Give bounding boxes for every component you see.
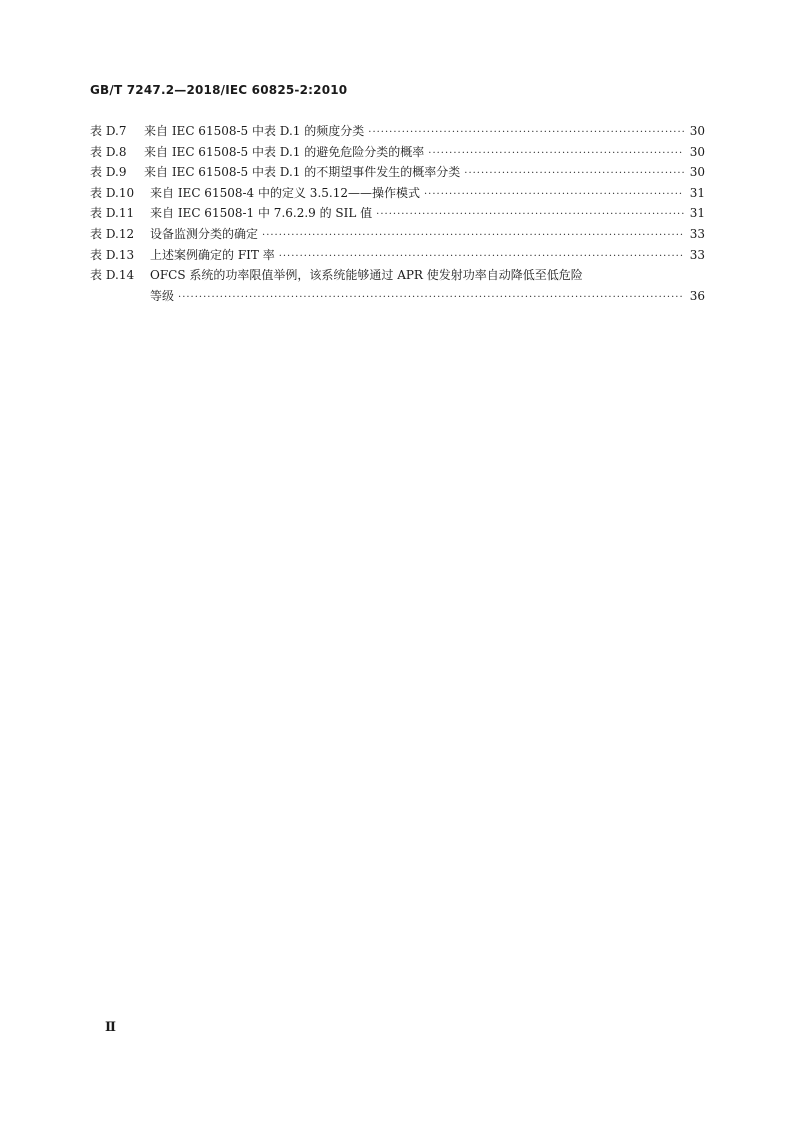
toc-entry-title: 来自 IEC 61508-5 中表 D.1 的避免危险分类的概率: [144, 144, 425, 159]
standard-code-header: GB/T 7247.2—2018/IEC 60825-2:2010: [90, 83, 348, 97]
toc-entry[interactable]: [90, 142, 705, 163]
toc-entry-title: 设备监测分类的确定: [150, 226, 259, 241]
toc-entry-label: 表 D.9: [90, 165, 127, 180]
toc-entry-label: 表 D.14: [90, 268, 135, 283]
toc-entry-page: 30: [689, 165, 705, 180]
toc-entry[interactable]: [90, 265, 705, 306]
toc-entry-page: 31: [689, 206, 705, 221]
toc-entry-title: 来自 IEC 61508-5 中表 D.1 的不期望事件发生的概率分类: [144, 165, 461, 180]
toc-entry-title: 来自 IEC 61508-4 中的定义 3.5.12——操作模式: [150, 185, 420, 200]
toc-dot-leader: [178, 288, 684, 309]
toc-entry-title: OFCS 系统的功率限值举例，该系统能够通过 APR 使发射功率自动降低至低危险: [150, 268, 583, 283]
toc-entry-page: 33: [689, 226, 705, 241]
toc-entry-label: 表 D.13: [90, 247, 135, 262]
toc-entry-title: 来自 IEC 61508-1 中 7.6.2.9 的 SIL 值: [150, 206, 373, 221]
toc-entry-label: 表 D.10: [90, 185, 135, 200]
toc-dot-leader: [368, 123, 683, 144]
toc-dot-leader: [376, 205, 684, 226]
toc-entry-label: 表 D.7: [90, 124, 127, 138]
toc-entry[interactable]: [90, 183, 705, 204]
toc-entry-page: 33: [689, 247, 705, 262]
toc-entry-label: 表 D.8: [90, 144, 127, 159]
toc-entry-title: 上述案例确定的 FIT 率: [150, 247, 275, 262]
toc-dot-leader: [428, 144, 683, 165]
toc-entry[interactable]: [90, 162, 705, 183]
toc-entry-title-continuation: 等级: [150, 288, 175, 303]
toc-entry[interactable]: [90, 203, 705, 224]
toc-entry-title: 来自 IEC 61508-5 中表 D.1 的频度分类: [144, 124, 365, 138]
toc-entry-page: 31: [689, 185, 705, 200]
toc-dot-leader: [424, 185, 684, 206]
toc-dot-leader: [464, 164, 683, 185]
toc-entry-page: 30: [689, 144, 705, 159]
toc-entry[interactable]: [90, 224, 705, 245]
toc-dot-leader: [262, 226, 684, 247]
toc-entry-page: 30: [689, 124, 705, 138]
toc-dot-leader: [279, 247, 684, 268]
table-of-contents: [90, 121, 705, 306]
toc-entry-label: 表 D.12: [90, 226, 135, 241]
toc-entry[interactable]: [90, 121, 705, 142]
page-number: Ⅱ: [105, 1020, 116, 1035]
toc-entry-page: 36: [689, 288, 705, 303]
toc-entry[interactable]: [90, 245, 705, 266]
toc-entry-label: 表 D.11: [90, 206, 135, 221]
